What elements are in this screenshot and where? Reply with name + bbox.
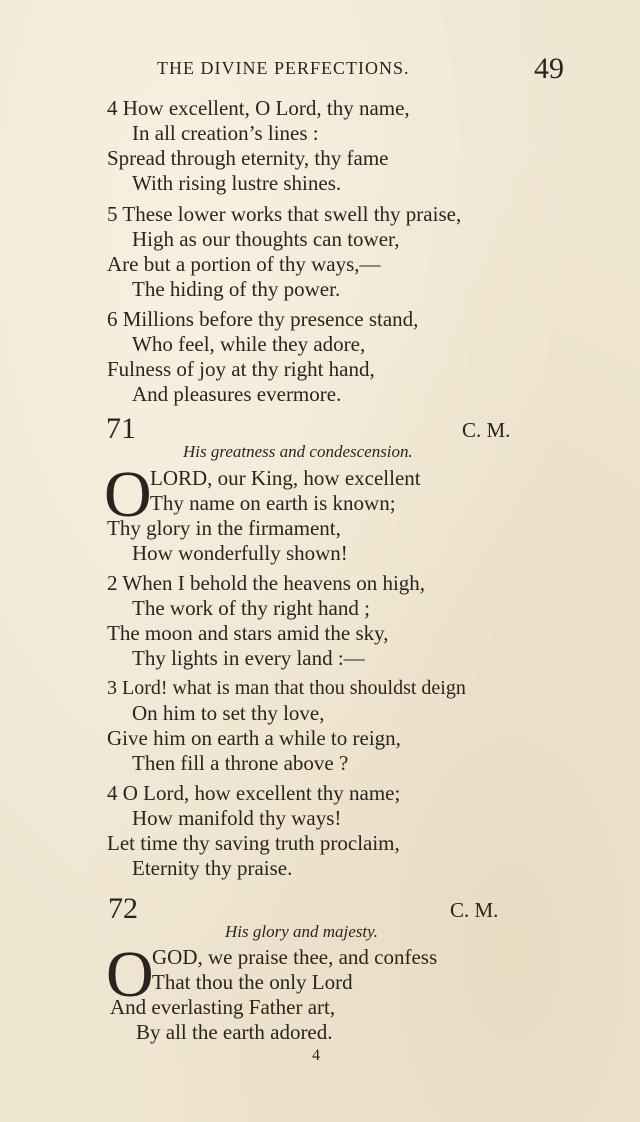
verse-line: That thou the only Lord — [152, 970, 353, 994]
hymn-number: 71 — [106, 412, 136, 445]
hymn-subtitle: His glory and majesty. — [225, 922, 378, 941]
verse-line: 4 How excellent, O Lord, thy name, — [107, 96, 410, 120]
verse-line: The work of thy right hand ; — [132, 596, 370, 620]
verse-line: Fulness of joy at thy right hand, — [107, 357, 375, 381]
verse-line: By all the earth adored. — [136, 1020, 333, 1044]
verse-line: And pleasures evermore. — [132, 382, 342, 406]
hymn-meter: C. M. — [462, 418, 511, 442]
verse-line: Thy name on earth is known; — [150, 491, 396, 515]
verse-line: 6 Millions before thy presence stand, — [107, 307, 419, 331]
verse-line: Eternity thy praise. — [132, 856, 293, 880]
verse-line: 3 Lord! what is man that thou shouldst deign — [107, 677, 466, 699]
verse-line: And everlasting Father art, — [110, 995, 336, 1019]
verse-line: Are but a portion of thy ways,— — [107, 252, 381, 276]
drop-cap: O — [104, 458, 152, 531]
verse-line: How manifold thy ways! — [132, 806, 342, 830]
signature-mark: 4 — [312, 1047, 320, 1064]
hymn-meter: C. M. — [450, 898, 499, 922]
verse-line: Then fill a throne above ? — [132, 751, 349, 775]
verse-line: Spread through eternity, thy fame — [107, 146, 389, 170]
verse-line: 4 O Lord, how excellent thy name; — [107, 781, 401, 805]
verse-line: On him to set thy love, — [132, 701, 325, 725]
hymn-subtitle: His greatness and condescension. — [183, 442, 413, 461]
running-title: THE DIVINE PERFECTIONS. — [157, 58, 410, 78]
page-number: 49 — [534, 52, 564, 85]
verse-line: With rising lustre shines. — [132, 171, 342, 195]
verse-line: Thy lights in every land :— — [132, 646, 365, 670]
verse-line: GOD, we praise thee, and confess — [152, 945, 438, 969]
verse-line: Who feel, while they adore, — [132, 332, 366, 356]
verse-line: The moon and stars amid the sky, — [107, 621, 389, 645]
verse-line: Let time thy saving truth proclaim, — [107, 831, 400, 855]
verse-line: Give him on earth a while to reign, — [107, 726, 401, 750]
verse-line: The hiding of thy power. — [132, 277, 341, 301]
hymn-number: 72 — [108, 892, 138, 925]
verse-line: How wonderfully shown! — [132, 541, 348, 565]
verse-line: LORD, our King, how excellent — [150, 466, 421, 490]
verse-line: High as our thoughts can tower, — [132, 227, 400, 251]
verse-line: 2 When I behold the heavens on high, — [107, 571, 426, 595]
verse-line: 5 These lower works that swell thy praise, — [107, 202, 462, 226]
verse-line: In all creation’s lines : — [132, 121, 319, 145]
verse-line: Thy glory in the firmament, — [107, 516, 341, 540]
drop-cap: O — [106, 938, 154, 1011]
